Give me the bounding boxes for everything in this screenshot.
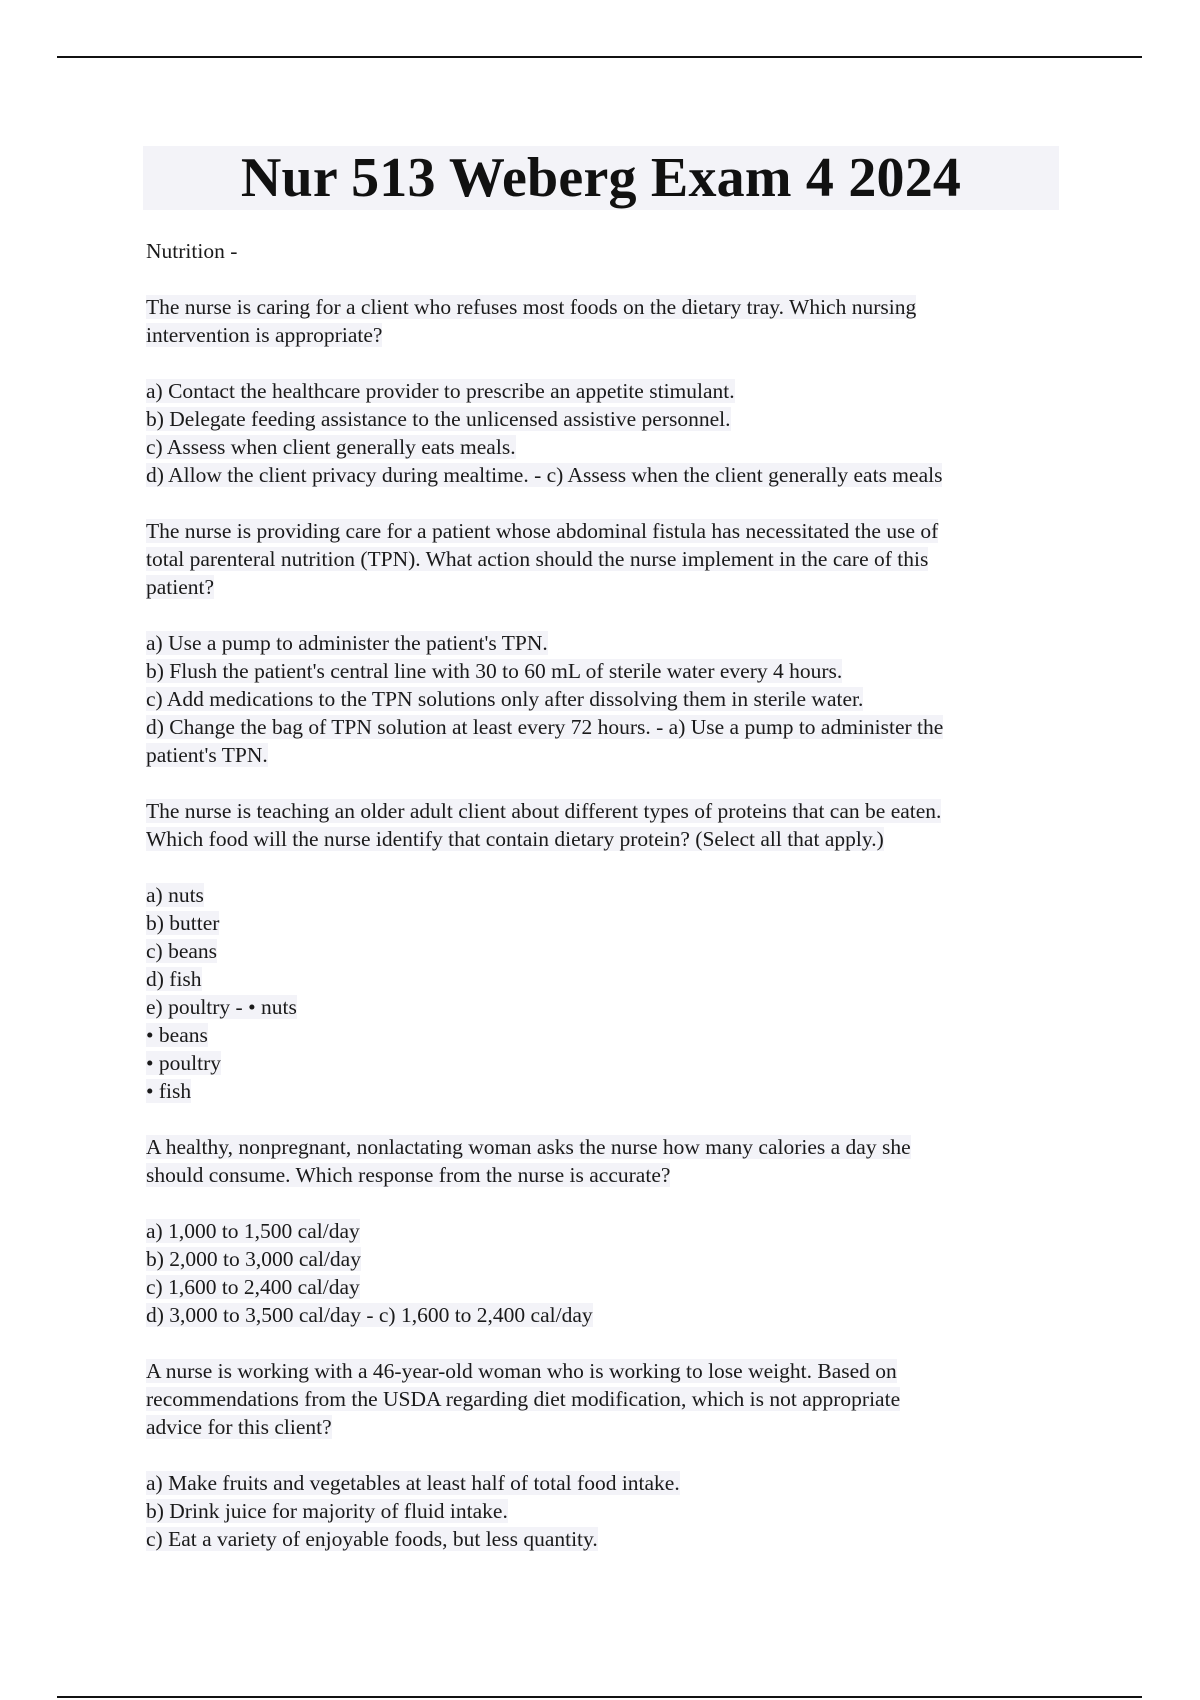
answer-option: e) poultry - • nuts — [146, 995, 297, 1019]
answer-option: • beans — [146, 1023, 208, 1047]
page-title: Nur 513 Weberg Exam 4 2024 — [240, 147, 962, 209]
question-stem-line: total parenteral nutrition (TPN). What action should the nurse implement in the care of this — [146, 547, 929, 571]
top-rule — [57, 56, 1142, 58]
answer-option: c) Eat a variety of enjoyable foods, but less quantity. — [146, 1527, 598, 1551]
bottom-rule — [57, 1696, 1142, 1698]
question-stem-line: A healthy, nonpregnant, nonlactating woman asks the nurse how many calories a day she — [146, 1135, 911, 1159]
title-band — [143, 146, 1059, 210]
question-block — [146, 293, 1066, 489]
answer-option: • fish — [146, 1079, 192, 1103]
answer-options — [146, 881, 1066, 1105]
question-stem-line: patient? — [146, 575, 215, 599]
question-block — [146, 1133, 1066, 1329]
question-stem-line: A nurse is working with a 46-year-old woman who is working to lose weight. Based on — [146, 1359, 897, 1383]
question-list — [146, 293, 1066, 1553]
answer-option: c) beans — [146, 939, 218, 963]
question-stem-line: The nurse is providing care for a patient whose abdominal fistula has necessitated the use of — [146, 519, 939, 543]
answer-options — [146, 377, 1066, 489]
answer-option: a) nuts — [146, 883, 204, 907]
section-label: Nutrition - — [146, 239, 238, 263]
answer-option: d) Allow the client privacy during mealtime. - c) Assess when the client generally eats meals — [146, 463, 943, 487]
answer-options — [146, 1469, 1066, 1553]
answer-option: d) fish — [146, 967, 202, 991]
answer-option: patient's TPN. — [146, 743, 268, 767]
question-stem-line: recommendations from the USDA regarding diet modification, which is not appropriate — [146, 1387, 901, 1411]
answer-option: b) 2,000 to 3,000 cal/day — [146, 1247, 361, 1271]
question-stem — [146, 797, 1066, 853]
answer-option: d) 3,000 to 3,500 cal/day - c) 1,600 to 2,400 cal/day — [146, 1303, 593, 1327]
question-stem — [146, 1357, 1066, 1441]
question-stem-line: The nurse is teaching an older adult client about different types of proteins that can be eaten. — [146, 799, 942, 823]
answer-option: c) 1,600 to 2,400 cal/day — [146, 1275, 360, 1299]
section-heading — [146, 237, 1066, 265]
question-block — [146, 517, 1066, 769]
answer-option: b) Drink juice for majority of fluid intake. — [146, 1499, 508, 1523]
answer-options — [146, 1217, 1066, 1329]
question-stem-line: Which food will the nurse identify that contain dietary protein? (Select all that apply.) — [146, 827, 884, 851]
answer-option: b) Delegate feeding assistance to the unlicensed assistive personnel. — [146, 407, 731, 431]
answer-option: a) Contact the healthcare provider to prescribe an appetite stimulant. — [146, 379, 735, 403]
question-block — [146, 797, 1066, 1105]
question-stem-line: should consume. Which response from the nurse is accurate? — [146, 1163, 671, 1187]
question-stem-line: intervention is appropriate? — [146, 323, 383, 347]
answer-options — [146, 629, 1066, 769]
answer-option: b) Flush the patient's central line with 30 to 60 mL of sterile water every 4 hours. — [146, 659, 843, 683]
question-block — [146, 1357, 1066, 1553]
answer-option: a) Use a pump to administer the patient's TPN. — [146, 631, 548, 655]
answer-option: c) Add medications to the TPN solutions only after dissolving them in sterile water. — [146, 687, 864, 711]
answer-option: d) Change the bag of TPN solution at least every 72 hours. - a) Use a pump to administer the — [146, 715, 944, 739]
answer-option: • poultry — [146, 1051, 222, 1075]
document-body — [146, 237, 1066, 1581]
question-stem-line: advice for this client? — [146, 1415, 332, 1439]
question-stem — [146, 1133, 1066, 1189]
answer-option: b) butter — [146, 911, 220, 935]
answer-option: a) 1,000 to 1,500 cal/day — [146, 1219, 360, 1243]
question-stem-line: The nurse is caring for a client who refuses most foods on the dietary tray. Which nursing — [146, 295, 917, 319]
answer-option: c) Assess when client generally eats meals. — [146, 435, 516, 459]
answer-option: a) Make fruits and vegetables at least half of total food intake. — [146, 1471, 680, 1495]
question-stem — [146, 293, 1066, 349]
question-stem — [146, 517, 1066, 601]
